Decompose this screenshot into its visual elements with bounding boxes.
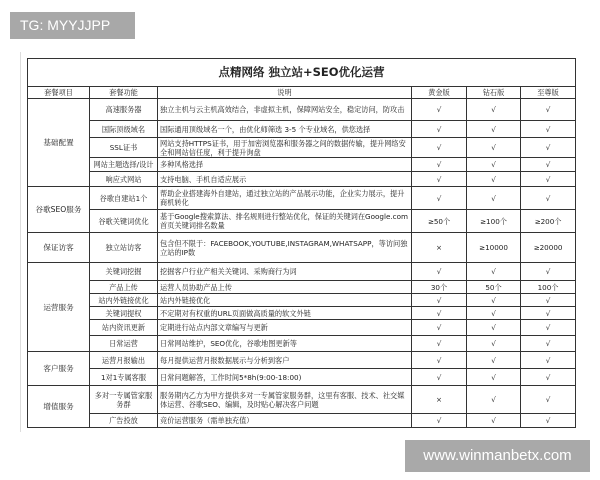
- category-cell: 保证访客: [28, 233, 90, 263]
- gold-value-cell: ×: [412, 233, 467, 263]
- function-cell: 广告投放: [90, 414, 158, 428]
- package-comparison-table: [27, 58, 576, 428]
- diamond-value-cell: ≥100个: [467, 210, 521, 233]
- supreme-value-cell: √: [521, 263, 576, 281]
- function-cell: 独立站访客: [90, 233, 158, 263]
- function-cell: 谷歌关键词优化: [90, 210, 158, 233]
- gold-value-cell: √: [412, 369, 467, 386]
- category-cell: 谷歌SEO服务: [28, 187, 90, 233]
- gold-value-cell: √: [412, 294, 467, 307]
- description-cell: 竞价运营服务（需单独充值）: [158, 414, 412, 428]
- diamond-value-cell: ≥10000: [467, 233, 521, 263]
- supreme-value-cell: 100个: [521, 281, 576, 294]
- diamond-value-cell: √: [467, 187, 521, 210]
- gold-value-cell: √: [412, 352, 467, 369]
- table-row: [28, 121, 576, 138]
- header-gold: 黄金版: [412, 87, 467, 99]
- watermark-top: TG: MYYJJPP: [10, 12, 135, 39]
- diamond-value-cell: √: [467, 320, 521, 336]
- table-row: [28, 99, 576, 121]
- table-row: [28, 210, 576, 233]
- header-description: 说明: [158, 87, 412, 99]
- header-category: 套餐项目: [28, 87, 90, 99]
- title-row: [28, 59, 576, 87]
- diamond-value-cell: √: [467, 99, 521, 121]
- function-cell: 多对一专属管家服务群: [90, 386, 158, 414]
- table-row: [28, 414, 576, 428]
- diamond-value-cell: √: [467, 172, 521, 187]
- function-cell: 站内外链接优化: [90, 294, 158, 307]
- table-row: [28, 281, 576, 294]
- function-cell: 运营月报输出: [90, 352, 158, 369]
- table-title: 点精网络 独立站+SEO优化运营: [28, 59, 576, 87]
- diamond-value-cell: √: [467, 336, 521, 352]
- supreme-value-cell: √: [521, 187, 576, 210]
- table-row: [28, 263, 576, 281]
- header-function: 套餐功能: [90, 87, 158, 99]
- table-row: [28, 369, 576, 386]
- gold-value-cell: √: [412, 121, 467, 138]
- supreme-value-cell: √: [521, 386, 576, 414]
- description-cell: 多种风格选择: [158, 158, 412, 172]
- gold-value-cell: √: [412, 158, 467, 172]
- table-row: [28, 233, 576, 263]
- description-cell: 日常网站维护，SEO优化，谷歌地图更新等: [158, 336, 412, 352]
- function-cell: 网站主题选择/设计: [90, 158, 158, 172]
- gold-value-cell: √: [412, 336, 467, 352]
- supreme-value-cell: √: [521, 172, 576, 187]
- description-cell: 每月提供运营月报数据展示与分析到客户: [158, 352, 412, 369]
- table-row: [28, 138, 576, 158]
- table-row: [28, 158, 576, 172]
- table-row: [28, 294, 576, 307]
- supreme-value-cell: √: [521, 369, 576, 386]
- diamond-value-cell: √: [467, 294, 521, 307]
- function-cell: 谷歌自建站1个: [90, 187, 158, 210]
- gold-value-cell: √: [412, 263, 467, 281]
- function-cell: 站内资讯更新: [90, 320, 158, 336]
- gold-value-cell: ≥50个: [412, 210, 467, 233]
- diamond-value-cell: √: [467, 414, 521, 428]
- description-cell: 服务期内乙方为甲方提供多对一专属管家服务群，这里有客服、技术、社交媒体运营、谷歌SEO、编辑，及时贴心解决客户问题: [158, 386, 412, 414]
- category-cell: 增值服务: [28, 386, 90, 428]
- table-row: [28, 307, 576, 320]
- supreme-value-cell: √: [521, 320, 576, 336]
- table-row: [28, 320, 576, 336]
- supreme-value-cell: ≥20000: [521, 233, 576, 263]
- description-cell: 不定期对有权重的URL页面做高质量的软文外链: [158, 307, 412, 320]
- table-row: [28, 187, 576, 210]
- gold-value-cell: √: [412, 172, 467, 187]
- description-cell: 国际通用顶级域名一个，由优化师筛选 3-5 个专业域名，供您选择: [158, 121, 412, 138]
- function-cell: 产品上传: [90, 281, 158, 294]
- function-cell: 国际顶级域名: [90, 121, 158, 138]
- diamond-value-cell: √: [467, 352, 521, 369]
- table-row: [28, 172, 576, 187]
- supreme-value-cell: √: [521, 99, 576, 121]
- category-cell: 客户服务: [28, 352, 90, 386]
- description-cell: 网站支持HTTPS证书，用于加密浏览器和服务器之间的数据传输，提升网络安全和网站信任度，利于提升询盘: [158, 138, 412, 158]
- function-cell: 响应式网站: [90, 172, 158, 187]
- diamond-value-cell: √: [467, 263, 521, 281]
- header-row: [28, 87, 576, 99]
- function-cell: 日常运营: [90, 336, 158, 352]
- description-cell: 包含但不限于：FACEBOOK,YOUTUBE,INSTAGRAM,WHATSAPP，等访问独立站的IP数: [158, 233, 412, 263]
- gold-value-cell: 30个: [412, 281, 467, 294]
- function-cell: 高速服务器: [90, 99, 158, 121]
- category-cell: 运营服务: [28, 263, 90, 352]
- gold-value-cell: √: [412, 320, 467, 336]
- supreme-value-cell: √: [521, 158, 576, 172]
- diamond-value-cell: √: [467, 369, 521, 386]
- table-row: [28, 352, 576, 369]
- supreme-value-cell: ≥200个: [521, 210, 576, 233]
- diamond-value-cell: √: [467, 138, 521, 158]
- supreme-value-cell: √: [521, 352, 576, 369]
- function-cell: 关键词挖掘: [90, 263, 158, 281]
- table-row: [28, 386, 576, 414]
- supreme-value-cell: √: [521, 414, 576, 428]
- description-cell: 支持电脑、手机自适应展示: [158, 172, 412, 187]
- diamond-value-cell: √: [467, 307, 521, 320]
- supreme-value-cell: √: [521, 336, 576, 352]
- description-cell: 站内外链接优化: [158, 294, 412, 307]
- description-cell: 运营人员协助产品上传: [158, 281, 412, 294]
- diamond-value-cell: √: [467, 121, 521, 138]
- description-cell: 独立主机与云主机高效结合，非虚拟主机，保障网站安全，稳定访问，防攻击: [158, 99, 412, 121]
- category-cell: 基础配置: [28, 99, 90, 187]
- supreme-value-cell: √: [521, 121, 576, 138]
- gold-value-cell: √: [412, 138, 467, 158]
- diamond-value-cell: 50个: [467, 281, 521, 294]
- gold-value-cell: ×: [412, 386, 467, 414]
- gold-value-cell: √: [412, 99, 467, 121]
- diamond-value-cell: √: [467, 158, 521, 172]
- description-cell: 定期进行站点内部文章编写与更新: [158, 320, 412, 336]
- supreme-value-cell: √: [521, 294, 576, 307]
- gold-value-cell: √: [412, 307, 467, 320]
- description-cell: 挖掘客户行业产相关关键词、采购商行为词: [158, 263, 412, 281]
- watermark-bottom: www.winmanbetx.com: [405, 440, 590, 472]
- function-cell: 关键词提权: [90, 307, 158, 320]
- function-cell: SSL证书: [90, 138, 158, 158]
- supreme-value-cell: √: [521, 138, 576, 158]
- table-row: [28, 336, 576, 352]
- supreme-value-cell: √: [521, 307, 576, 320]
- description-cell: 帮助企业搭建海外自建站，通过独立站的产品展示功能，企业实力展示，提升商机转化: [158, 187, 412, 210]
- description-cell: 日常问题解答，工作时间5*8h(9:00-18:00): [158, 369, 412, 386]
- function-cell: 1对1专属客服: [90, 369, 158, 386]
- description-cell: 基于Google搜索算法、排名规则进行整站优化，保证的关键词在Google.com首页关键词排名数量: [158, 210, 412, 233]
- header-diamond: 钻石版: [467, 87, 521, 99]
- gold-value-cell: √: [412, 187, 467, 210]
- header-supreme: 至尊版: [521, 87, 576, 99]
- gold-value-cell: √: [412, 414, 467, 428]
- diamond-value-cell: √: [467, 386, 521, 414]
